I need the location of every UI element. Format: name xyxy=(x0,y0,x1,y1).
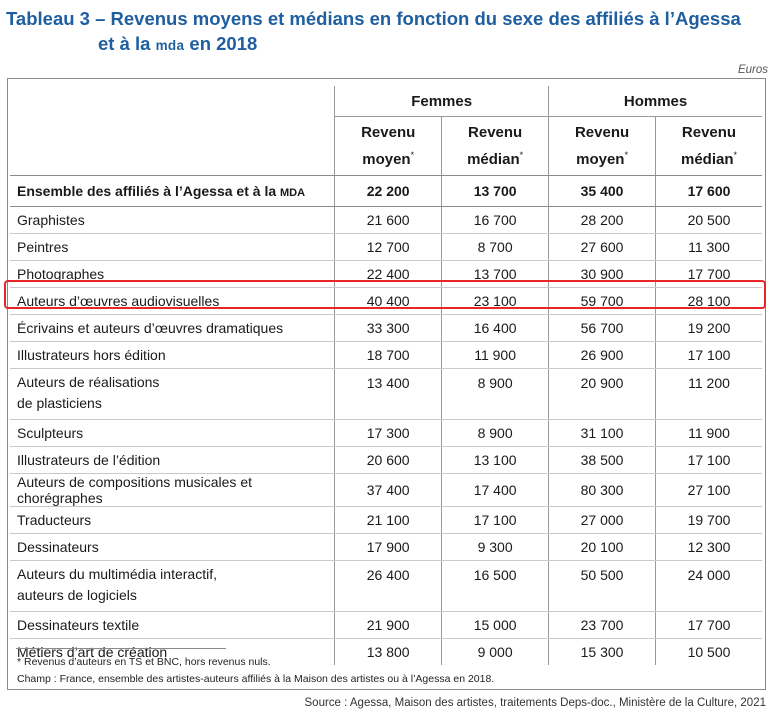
table-cell: 18 700 xyxy=(335,342,442,369)
table-cell: 27 600 xyxy=(549,234,656,261)
col-hommes-moyen: Revenu moyen* xyxy=(549,117,656,176)
table-row xyxy=(10,420,762,447)
table-row xyxy=(10,561,762,612)
table-cell: 12 700 xyxy=(335,234,442,261)
table-cell: 59 700 xyxy=(549,288,656,315)
table-title xyxy=(6,6,766,58)
table-cell: 40 400 xyxy=(335,288,442,315)
table-cell: 17 300 xyxy=(335,420,442,447)
table-cell: 16 400 xyxy=(442,315,549,342)
table-cell: 9 000 xyxy=(442,639,549,666)
table-cell: 19 200 xyxy=(656,315,762,342)
row-label: Illustrateurs hors édition xyxy=(10,342,335,369)
table-cell: 28 100 xyxy=(656,288,762,315)
row-label: Auteurs de réalisations de plasticiens xyxy=(10,369,335,420)
table-cell: 23 700 xyxy=(549,612,656,639)
table-row xyxy=(10,612,762,639)
col-femmes-moyen: Revenu moyen* xyxy=(335,117,442,176)
total-label: Ensemble des affiliés à l’Agessa et à la MDA xyxy=(10,176,335,207)
table-cell: 11 300 xyxy=(656,234,762,261)
table-cell: 13 400 xyxy=(335,369,442,420)
table-row xyxy=(10,507,762,534)
table-row xyxy=(10,342,762,369)
total-row xyxy=(10,176,762,207)
source-line: Source : Agessa, Maison des artistes, traitements Deps-doc., Ministère de la Culture, 2021 xyxy=(304,697,766,709)
table-cell: 24 000 xyxy=(656,561,762,612)
table-cell: 19 700 xyxy=(656,507,762,534)
table-cell: 11 200 xyxy=(656,369,762,420)
table-cell: 21 100 xyxy=(335,507,442,534)
table-cell: 9 300 xyxy=(442,534,549,561)
group-femmes: Femmes xyxy=(335,86,549,117)
row-label: Dessinateurs textile xyxy=(10,612,335,639)
highlight-box xyxy=(4,280,766,309)
table-cell: 26 900 xyxy=(549,342,656,369)
row-label: Auteurs de compositions musicales et chorégraphes xyxy=(10,474,335,507)
table-cell: 28 200 xyxy=(549,207,656,234)
table-cell: 16 700 xyxy=(442,207,549,234)
table-cell: 33 300 xyxy=(335,315,442,342)
table-cell: 13 700 xyxy=(442,261,549,288)
group-header-row xyxy=(10,86,762,117)
table-cell: 21 600 xyxy=(335,207,442,234)
title-line-1: Tableau 3 – Revenus moyens et médians en fonction du sexe des affiliés à l’Agessa xyxy=(6,8,741,29)
row-label: Auteurs du multimédia interactif, auteurs de logiciels xyxy=(10,561,335,612)
notes-divider xyxy=(16,648,226,649)
table-cell: 17 900 xyxy=(335,534,442,561)
table-cell: 37 400 xyxy=(335,474,442,507)
table-cell: 17 100 xyxy=(442,507,549,534)
row-label: Peintres xyxy=(10,234,335,261)
table-cell: 23 100 xyxy=(442,288,549,315)
row-label: Photographes xyxy=(10,261,335,288)
title-line-2: et à la mda en 2018 xyxy=(98,33,258,54)
table-cell: 22 400 xyxy=(335,261,442,288)
row-label: Traducteurs xyxy=(10,507,335,534)
row-label: Dessinateurs xyxy=(10,534,335,561)
table-cell: 15 000 xyxy=(442,612,549,639)
table-cell: 8 900 xyxy=(442,369,549,420)
table-cell: 13 700 xyxy=(442,176,549,207)
col-femmes-median: Revenu médian* xyxy=(442,117,549,176)
income-table xyxy=(10,86,762,665)
table-cell: 10 500 xyxy=(656,639,762,666)
table-cell: 27 000 xyxy=(549,507,656,534)
table-cell: 50 500 xyxy=(549,561,656,612)
note-footnote: * Revenus d’auteurs en TS et BNC, hors revenus nuls. xyxy=(17,656,271,668)
table-cell: 17 400 xyxy=(442,474,549,507)
table-cell: 80 300 xyxy=(549,474,656,507)
row-label: Auteurs d’œuvres audiovisuelles xyxy=(10,288,335,315)
table-row xyxy=(10,315,762,342)
row-label: Graphistes xyxy=(10,207,335,234)
row-label: Illustrateurs de l’édition xyxy=(10,447,335,474)
row-label: Sculpteurs xyxy=(10,420,335,447)
table-cell: 17 700 xyxy=(656,612,762,639)
table-cell: 13 100 xyxy=(442,447,549,474)
table-cell: 20 600 xyxy=(335,447,442,474)
table-row xyxy=(10,207,762,234)
table-cell: 17 100 xyxy=(656,447,762,474)
table-cell: 20 900 xyxy=(549,369,656,420)
notes xyxy=(17,654,494,688)
table-cell: 13 800 xyxy=(335,639,442,666)
table-cell: 26 400 xyxy=(335,561,442,612)
table-row xyxy=(10,369,762,420)
table-row xyxy=(10,534,762,561)
unit-label: Euros xyxy=(737,64,768,76)
table-cell: 56 700 xyxy=(549,315,656,342)
note-scope: Champ : France, ensemble des artistes-auteurs affiliés à la Maison des artistes ou à l’Agessa en 2018. xyxy=(17,673,495,685)
table-cell: 12 300 xyxy=(656,534,762,561)
table-cell: 17 700 xyxy=(656,261,762,288)
table-cell: 11 900 xyxy=(442,342,549,369)
table-cell: 15 300 xyxy=(549,639,656,666)
row-label: Écrivains et auteurs d’œuvres dramatiques xyxy=(10,315,335,342)
col-hommes-median: Revenu médian* xyxy=(656,117,762,176)
row-label: Métiers d’art de création xyxy=(17,644,168,660)
table-cell: 16 500 xyxy=(442,561,549,612)
table-cell: 38 500 xyxy=(549,447,656,474)
table-row xyxy=(10,474,762,507)
table-cell: 8 700 xyxy=(442,234,549,261)
table-cell: 20 500 xyxy=(656,207,762,234)
table-cell: 17 100 xyxy=(656,342,762,369)
table-cell: 22 200 xyxy=(335,176,442,207)
table-cell: 21 900 xyxy=(335,612,442,639)
subheader-row xyxy=(10,117,762,176)
table-cell: 30 900 xyxy=(549,261,656,288)
table-cell: 11 900 xyxy=(656,420,762,447)
title-acronym: mda xyxy=(155,38,185,53)
table-cell: 31 100 xyxy=(549,420,656,447)
table-cell: 8 900 xyxy=(442,420,549,447)
table-cell: 35 400 xyxy=(549,176,656,207)
table-cell: 27 100 xyxy=(656,474,762,507)
table-row xyxy=(10,447,762,474)
table-row xyxy=(10,234,762,261)
table-cell: 20 100 xyxy=(549,534,656,561)
table-cell: 17 600 xyxy=(656,176,762,207)
group-hommes: Hommes xyxy=(549,86,762,117)
